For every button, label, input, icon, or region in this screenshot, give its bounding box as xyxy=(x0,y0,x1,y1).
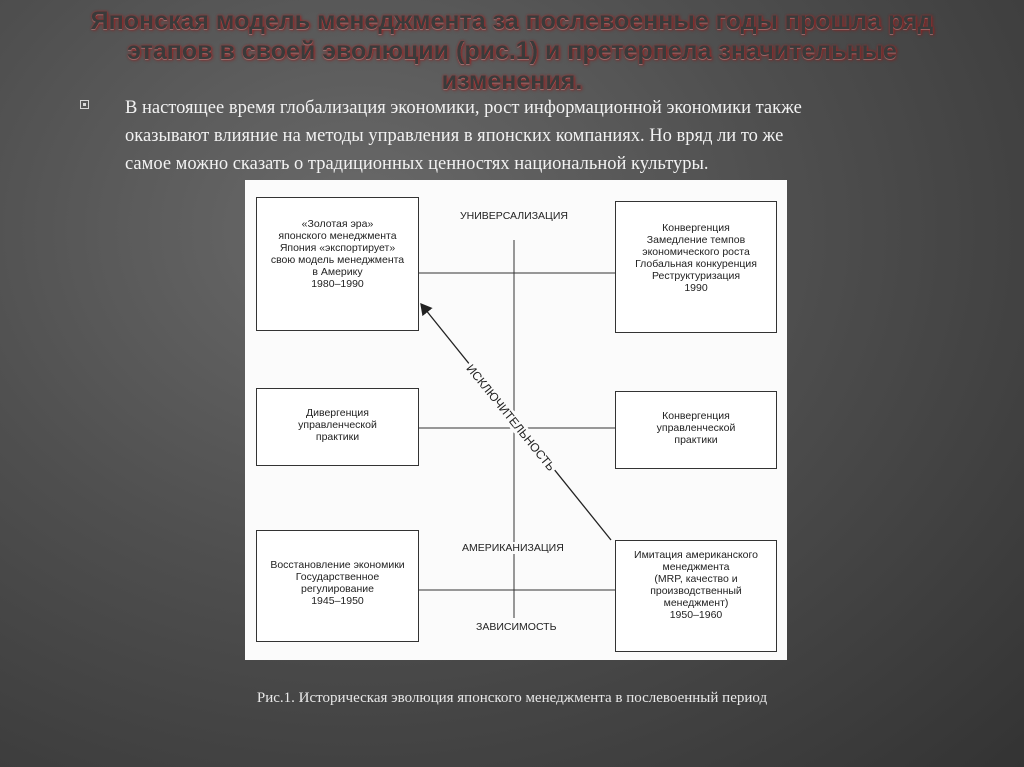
box-line: производственный xyxy=(650,585,742,597)
box-line: 1990 xyxy=(684,282,708,294)
box-line: менеджмент) xyxy=(663,597,729,609)
box-line: 1980–1990 xyxy=(311,278,364,290)
box-line: практики xyxy=(315,431,360,443)
box-imitation xyxy=(615,540,777,652)
axis-label-middle: АМЕРИКАНИЗАЦИЯ xyxy=(459,542,567,554)
box-convergence-practice xyxy=(615,391,777,469)
box-line: 1950–1960 xyxy=(669,609,723,621)
box-line: японского менеджмента xyxy=(278,230,397,242)
box-divergence xyxy=(256,388,419,466)
title-line: изменения. xyxy=(441,67,583,95)
box-golden-era xyxy=(256,197,419,331)
body-line: оказывают влияние на методы управления в японских компаниях. Но вряд ли то же xyxy=(125,126,784,146)
box-line: регулирование xyxy=(300,583,374,595)
box-recovery xyxy=(256,530,419,642)
box-line: менеджмента xyxy=(662,561,730,573)
box-line: Реструктуризация xyxy=(651,270,741,282)
box-line: управленческой xyxy=(298,419,377,431)
box-line: Глобальная конкуренция xyxy=(635,258,757,270)
box-line: экономического роста xyxy=(642,246,750,258)
box-line: Дивергенция xyxy=(306,407,369,419)
figure-caption: Рис.1. Историческая эволюция японского менеджмента в послевоенный период xyxy=(256,690,768,706)
body-line: В настоящее время глобализация экономики, рост информационной экономики также xyxy=(125,98,802,118)
box-line: Восстановление экономики xyxy=(270,559,405,571)
evolution-diagram xyxy=(245,180,787,660)
box-line: в Америку xyxy=(312,266,363,278)
bullet-icon xyxy=(80,100,89,109)
body-line: самое можно сказать о традиционных ценностях национальной культуры. xyxy=(125,154,709,174)
box-line: практики xyxy=(674,434,718,446)
title-line: этапов в своей эволюции (рис.1) и претерпела значительные xyxy=(127,37,897,65)
diagonal-label: ИСКЛЮЧИТЕЛЬНОСТЬ xyxy=(463,361,558,474)
axis-label-bottom: ЗАВИСИМОСТЬ xyxy=(473,621,559,633)
box-line: (MRP, качество и xyxy=(654,573,738,585)
box-line: «Золотая эра» xyxy=(301,218,374,230)
box-line: 1945–1950 xyxy=(311,595,364,607)
box-line: Конвергенция xyxy=(662,410,730,422)
title-line: Японская модель менеджмента за послевоенные годы прошла ряд xyxy=(90,7,934,35)
bullet-text xyxy=(125,94,945,178)
axis-label-top: УНИВЕРСАЛИЗАЦИЯ xyxy=(457,210,571,222)
box-line: Замедление темпов xyxy=(646,234,746,246)
box-line: Конвергенция xyxy=(662,222,730,234)
slide-title xyxy=(60,6,964,96)
box-line: свою модель менеджмента xyxy=(270,254,405,266)
box-convergence-1990 xyxy=(615,201,777,333)
box-line: Имитация американского xyxy=(634,549,758,561)
box-line: Япония «экспортирует» xyxy=(279,242,396,254)
box-line: управленческой xyxy=(656,422,736,434)
box-line: Государственное xyxy=(295,571,380,583)
